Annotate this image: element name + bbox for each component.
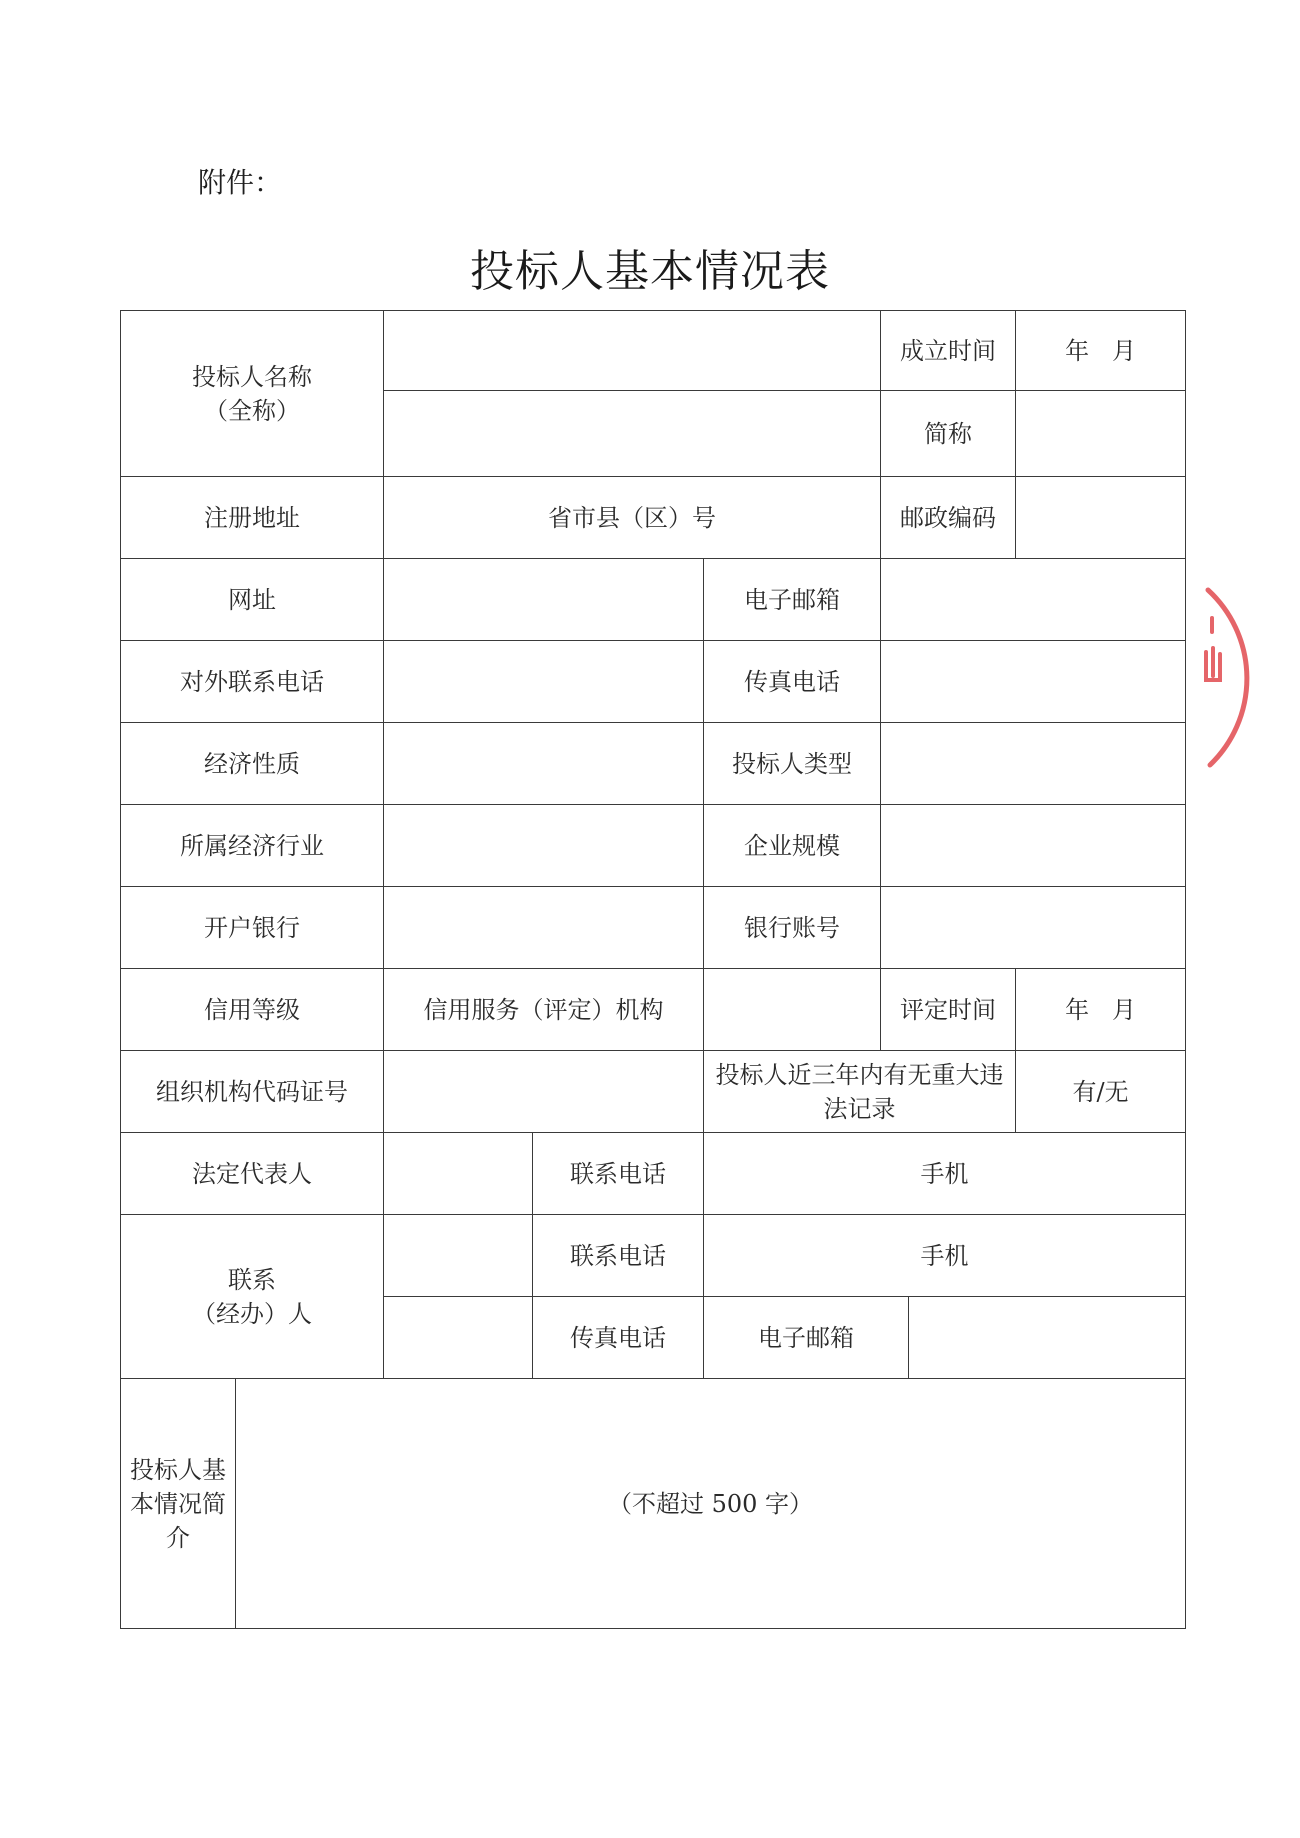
violation-label: 投标人近三年内有无重大违法记录 bbox=[704, 1051, 1016, 1133]
company-scale-value bbox=[881, 805, 1186, 887]
contact-mobile-label: 手机 bbox=[704, 1215, 1186, 1297]
bidder-name-value-2 bbox=[384, 391, 881, 477]
legal-rep-phone-label: 联系电话 bbox=[533, 1133, 704, 1215]
rating-date-label: 评定时间 bbox=[881, 969, 1016, 1051]
economic-nature-value bbox=[384, 723, 704, 805]
table-row bbox=[121, 723, 1186, 805]
table-row bbox=[121, 1051, 1186, 1133]
email-value bbox=[881, 559, 1186, 641]
contact-phone-label: 联系电话 bbox=[533, 1215, 704, 1297]
website-value bbox=[384, 559, 704, 641]
bidder-type-label: 投标人类型 bbox=[704, 723, 881, 805]
bank-value bbox=[384, 887, 704, 969]
table-row bbox=[121, 969, 1186, 1051]
seal-glyph-fragment bbox=[1206, 618, 1220, 680]
credit-rating-label: 信用等级 bbox=[121, 969, 384, 1051]
postcode-label: 邮政编码 bbox=[881, 477, 1016, 559]
website-label: 网址 bbox=[121, 559, 384, 641]
phone-value bbox=[384, 641, 704, 723]
org-code-value bbox=[384, 1051, 704, 1133]
legal-rep-label: 法定代表人 bbox=[121, 1133, 384, 1215]
founded-label: 成立时间 bbox=[881, 311, 1016, 391]
legal-rep-mobile-label: 手机 bbox=[704, 1133, 1186, 1215]
contact-label: 联系 bbox=[228, 1265, 276, 1294]
industry-label: 所属经济行业 bbox=[121, 805, 384, 887]
violation-value: 有/无 bbox=[1016, 1051, 1186, 1133]
bidder-name-label: 投标人名称 bbox=[192, 362, 312, 391]
table-row bbox=[121, 559, 1186, 641]
bidder-name-value bbox=[384, 311, 881, 391]
table-row bbox=[121, 1379, 1186, 1629]
bidder-name-sub-label: （全称） bbox=[204, 396, 300, 425]
intro-label: 投标人基本情况简介 bbox=[121, 1379, 236, 1629]
table-row bbox=[121, 311, 1186, 391]
attachment-label: 附件： bbox=[198, 166, 283, 199]
legal-rep-value bbox=[384, 1133, 533, 1215]
short-name-value bbox=[1016, 391, 1186, 477]
contact-value-2 bbox=[384, 1297, 533, 1379]
seal-stamp bbox=[1190, 570, 1270, 780]
intro-hint: （不超过 500 字） bbox=[236, 1379, 1186, 1629]
bank-account-label: 银行账号 bbox=[704, 887, 881, 969]
credit-agency-value bbox=[704, 969, 881, 1051]
bank-account-value bbox=[881, 887, 1186, 969]
rating-date-value: 年 月 bbox=[1016, 969, 1186, 1051]
contact-email-value bbox=[909, 1297, 1186, 1379]
bidder-type-value bbox=[881, 723, 1186, 805]
table-row bbox=[121, 477, 1186, 559]
table-row bbox=[121, 1215, 1186, 1297]
address-value: 省市县（区）号 bbox=[384, 477, 881, 559]
bidder-info-table bbox=[120, 310, 1186, 1629]
org-code-label: 组织机构代码证号 bbox=[121, 1051, 384, 1133]
bank-label: 开户银行 bbox=[121, 887, 384, 969]
contact-email-label: 电子邮箱 bbox=[704, 1297, 909, 1379]
phone-label: 对外联系电话 bbox=[121, 641, 384, 723]
bidder-name-label-cell bbox=[121, 311, 384, 477]
credit-agency-label: 信用服务（评定）机构 bbox=[384, 969, 704, 1051]
contact-fax-label: 传真电话 bbox=[533, 1297, 704, 1379]
industry-value bbox=[384, 805, 704, 887]
form-title: 投标人基本情况表 bbox=[470, 246, 830, 297]
contact-label-cell bbox=[121, 1215, 384, 1379]
short-name-label: 简称 bbox=[881, 391, 1016, 477]
email-label: 电子邮箱 bbox=[704, 559, 881, 641]
fax-label: 传真电话 bbox=[704, 641, 881, 723]
table-row bbox=[121, 641, 1186, 723]
table-row bbox=[121, 805, 1186, 887]
postcode-value bbox=[1016, 477, 1186, 559]
table-row bbox=[121, 887, 1186, 969]
contact-sub-label: （经办）人 bbox=[192, 1299, 312, 1328]
address-label: 注册地址 bbox=[121, 477, 384, 559]
fax-value bbox=[881, 641, 1186, 723]
economic-nature-label: 经济性质 bbox=[121, 723, 384, 805]
company-scale-label: 企业规模 bbox=[704, 805, 881, 887]
contact-value bbox=[384, 1215, 533, 1297]
founded-value: 年 月 bbox=[1016, 311, 1186, 391]
table-row bbox=[121, 1133, 1186, 1215]
